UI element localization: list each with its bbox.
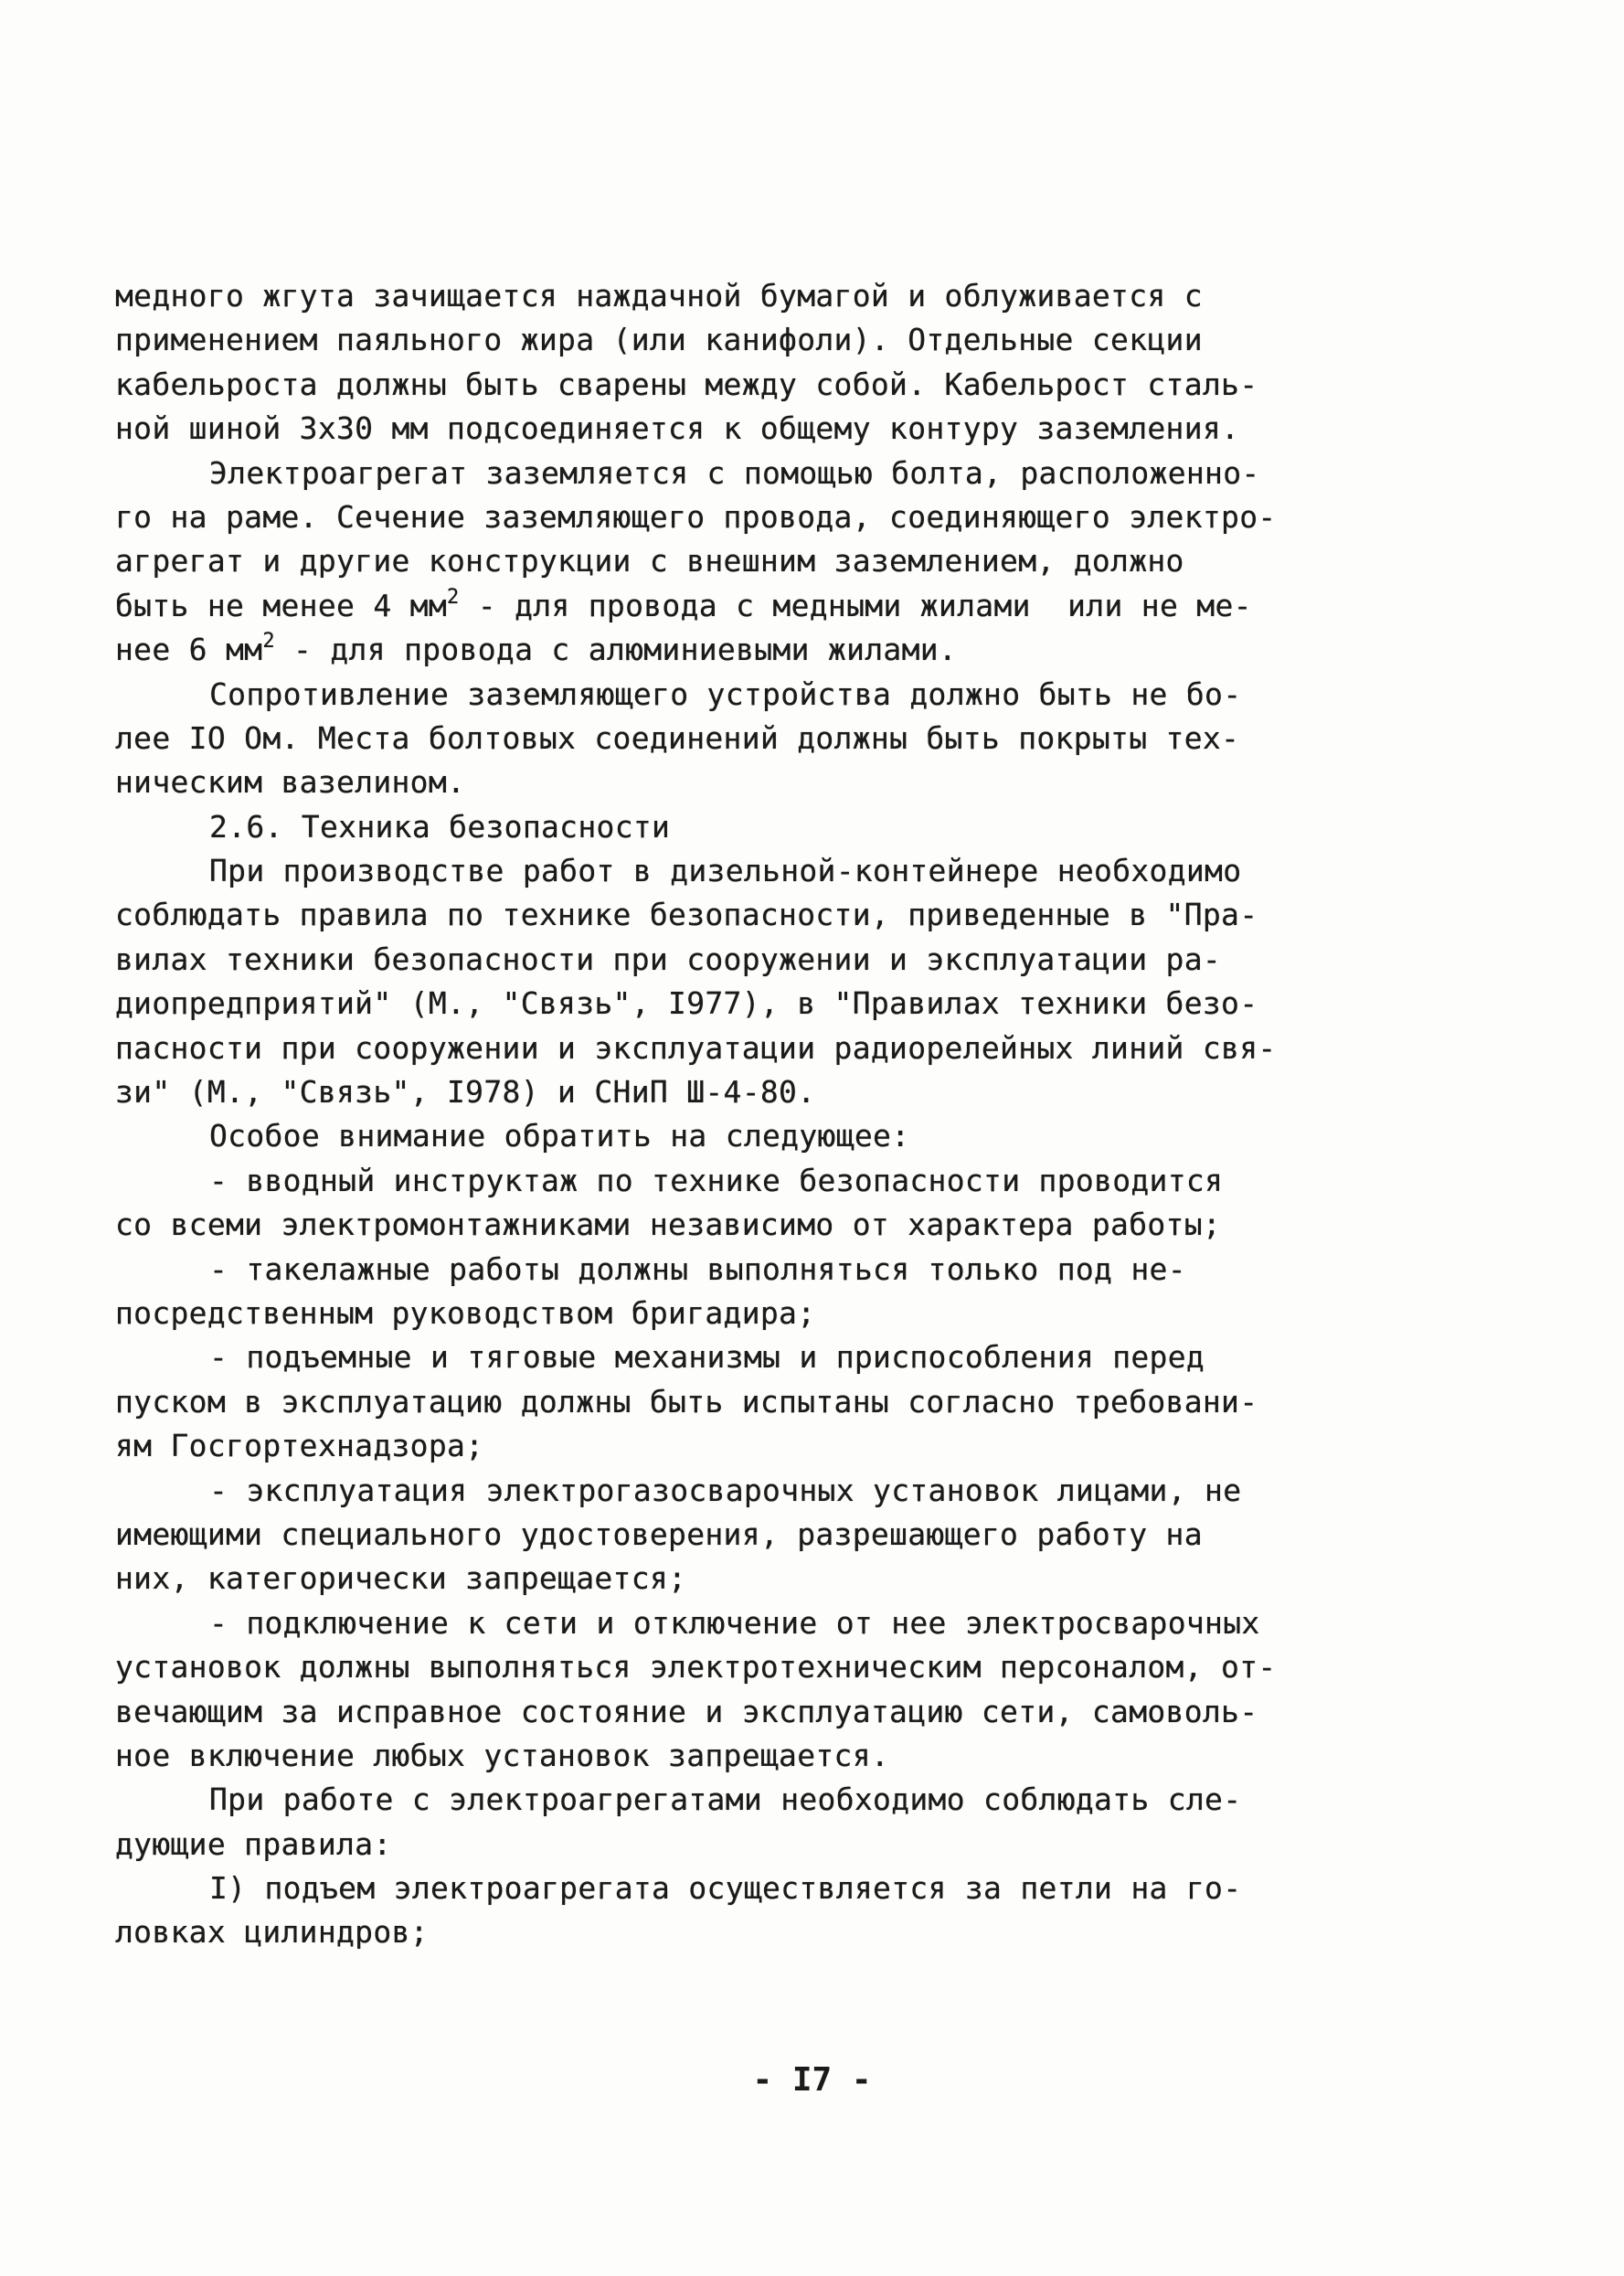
text-line: го на раме. Сечение заземляющего провода, соединяющего электро- (115, 498, 1277, 535)
text-line: При производстве работ в дизельной-контейнере необходимо (209, 853, 1242, 889)
text-line: ной шиной 3x30 мм подсоединяется к общему контуру заземления. (115, 410, 1240, 447)
text-fragment: нее 6 мм (115, 632, 263, 668)
text-line: посредственным руководством бригадира; (115, 1294, 816, 1331)
text-line: соблюдать правила по технике безопасности, приведенные в "Пра- (115, 897, 1258, 933)
text-line: Сопротивление заземляющего устройства должно быть не бо- (209, 675, 1242, 712)
text-line: ловках цилиндров; (115, 1914, 429, 1951)
text-line: дующие правила: (115, 1825, 392, 1862)
text-line: - вводный инструктаж по технике безопасности проводится (209, 1162, 1224, 1198)
text-line: них, категорически запрещается; (115, 1560, 687, 1597)
text-line (115, 584, 1294, 628)
text-line: имеющими специального удостоверения, разрешающего работу на (115, 1516, 1203, 1552)
text-line: кабельроста должны быть сварены между собой. Кабельрост сталь- (115, 366, 1258, 402)
text-line: ническим вазелином. (115, 764, 466, 801)
text-line: ям Госгортехнадзора; (115, 1428, 484, 1464)
text-line: - такелажные работы должны выполняться только под не- (209, 1250, 1186, 1287)
text-fragment: - для провода с алюминиевыми жилами. (274, 632, 958, 668)
text-line: пуском в эксплуатацию должны быть испытаны согласно требовани- (115, 1383, 1258, 1420)
text-line: диопредприятий" (М., "Связь", I977), в "Правилах техники безо- (115, 985, 1258, 1022)
text-line: При работе с электроагрегатами необходимо соблюдать сле- (209, 1781, 1242, 1818)
text-line: со всеми электромонтажниками независимо от характера работы; (115, 1207, 1222, 1243)
text-line: вечающим за исправное состояние и эксплуатацию сети, самоволь- (115, 1693, 1258, 1729)
superscript: 2 (262, 630, 275, 654)
text-line: агрегат и другие конструкции с внешним заземлением, должно (115, 543, 1184, 580)
text-line: Электроагрегат заземляется с помощью болта, расположенно- (209, 454, 1260, 491)
text-line (115, 628, 1294, 672)
superscript: 2 (447, 585, 460, 609)
text-line: ное включение любых установок запрещается. (115, 1737, 890, 1773)
text-line: лее IO Ом. Места болтовых соединений должны быть покрыты тех- (115, 719, 1240, 756)
text-line: I) подъем электроагрегата осуществляется за петли на го- (209, 1870, 1242, 1907)
text-line: применением паяльного жира (или канифоли). Отдельные секции (115, 322, 1203, 358)
text-line: - эксплуатация электрогазосварочных установок лицами, не (209, 1472, 1242, 1508)
text-line: 2.6. Техника безопасности (209, 808, 671, 845)
page-number: - I7 - (752, 2061, 872, 2099)
text-line: вилах техники безопасности при сооружении и эксплуатации ра- (115, 941, 1222, 977)
text-fragment: - для провода с медными жилами или не ме- (459, 587, 1252, 623)
text-line: зи" (М., "Связь", I978) и СНиП Ш-4-80. (115, 1074, 816, 1111)
text-line: - подключение к сети и отключение от нее электросварочных (209, 1604, 1260, 1641)
text-line: медного жгута зачищается наждачной бумагой и облуживается с (115, 278, 1203, 314)
text-line: установок должны выполняться электротехническим персоналом, от- (115, 1649, 1277, 1686)
text-line: - подъемные и тяговые механизмы и приспособления перед (209, 1339, 1205, 1376)
text-line: пасности при сооружении и эксплуатации радиорелейных линий свя- (115, 1029, 1277, 1066)
text-line: Особое внимание обратить на следующее: (209, 1118, 910, 1154)
body-text (115, 274, 1294, 1955)
text-fragment: быть не менее 4 мм (115, 587, 448, 623)
